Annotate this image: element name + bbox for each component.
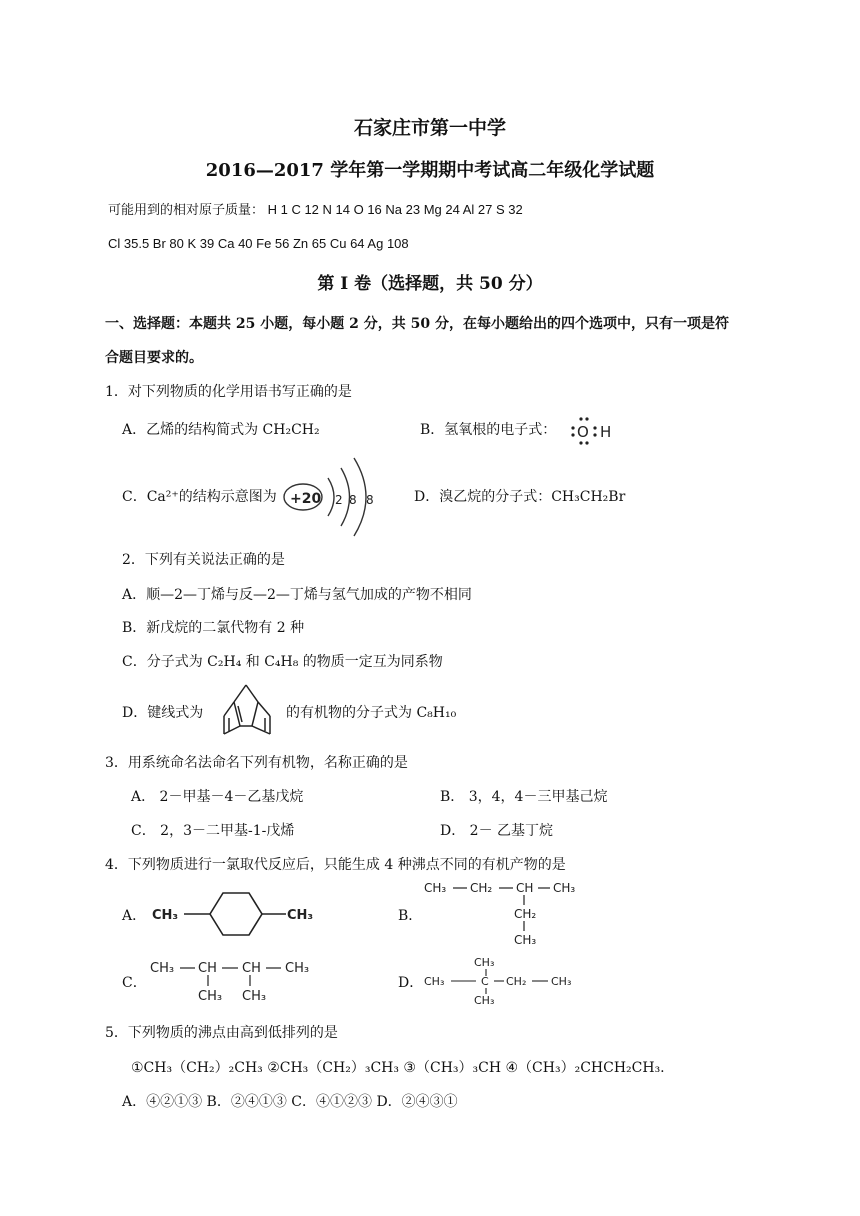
q2-option-a: A．顺—2—丁烯与反—2—丁烯与氢气加成的产物不相同 [122, 587, 472, 603]
q2-option-b: B．新戊烷的二氯代物有 2 种 [122, 620, 305, 636]
q4-option-c-label: C． [122, 975, 147, 991]
svg-text:CH₃: CH₃ [424, 975, 445, 988]
section-instruction-line-1: 一、选择题：本题共 25 小题，每小题 2 分，共 50 分，在每小题给出的四个选项中，只有一项是符 [105, 316, 729, 332]
q4-option-a-label: A． [122, 908, 147, 924]
svg-text:CH₃: CH₃ [474, 956, 495, 969]
hydroxide-electron-dot-image [562, 413, 622, 447]
svg-text:CH₃: CH₃ [198, 989, 223, 1004]
calcium-ion-structure-diagram [282, 456, 392, 542]
q1-option-a: A．乙烯的结构简式为 CH₂CH₂ [122, 422, 320, 438]
q3-stem: 3．用系统命名法命名下列有机物，名称正确的是 [105, 755, 408, 771]
q3-option-b: B． 3，4，4－三甲基己烷 [440, 789, 608, 805]
svg-text:CH₃: CH₃ [551, 975, 572, 988]
option-d-alkane-structure [424, 953, 594, 1009]
svg-text:CH₃: CH₃ [553, 881, 576, 895]
svg-text:CH: CH [516, 881, 534, 895]
ion-shell-2: 8 [349, 493, 357, 507]
q1-option-c: C．Ca²⁺的结构示意图为 [122, 489, 277, 505]
section-title: 第 I 卷（选择题，共 50 分） [317, 274, 543, 294]
q5-compound-list: ①CH₃（CH₂）₂CH₃ ②CH₃（CH₂）₃CH₃ ③（CH₃）₃CH ④（CH₃）₂CHCH₂CH₃. [131, 1060, 665, 1076]
svg-text:CH₃: CH₃ [152, 908, 179, 923]
q2-stem: 2．下列有关说法正确的是 [122, 552, 285, 568]
svg-text:CH₃: CH₃ [514, 933, 537, 947]
bicyclic-skeletal-structure [220, 682, 276, 738]
exam-title: 2016—2017 学年第一学期期中考试高二年级化学试题 [205, 160, 655, 181]
svg-text:H: H [600, 423, 612, 441]
q5-stem: 5．下列物质的沸点由高到低排列的是 [105, 1025, 338, 1041]
school-name: 石家庄市第一中学 [353, 117, 506, 139]
q1-option-b: B．氢氧根的电子式： [420, 422, 557, 438]
q4-option-b-label: B． [398, 908, 423, 924]
atomic-masses-line-1: 可能用到的相对原子质量： H 1 C 12 N 14 O 16 Na 23 Mg 24 Al 27 S 32 [108, 202, 523, 217]
svg-text:CH₂: CH₂ [506, 975, 527, 988]
p-xylene-structure [152, 888, 322, 940]
q1-option-d: D．溴乙烷的分子式：CH₃CH₂Br [414, 489, 626, 505]
atomic-masses-line-2: Cl 35.5 Br 80 K 39 Ca 40 Fe 56 Zn 65 Cu 64 Ag 108 [108, 236, 409, 251]
svg-text:CH₃: CH₃ [287, 908, 314, 923]
svg-text:CH₃: CH₃ [424, 881, 447, 895]
q2-option-c: C．分子式为 C₂H₄ 和 C₄H₈ 的物质一定互为同系物 [122, 654, 443, 670]
ion-shell-3: 8 [366, 493, 374, 507]
q3-option-d: D． 2－ 乙基丁烷 [440, 823, 554, 839]
option-c-alkane-structure [150, 956, 330, 1006]
svg-text:CH₃: CH₃ [285, 961, 310, 976]
q3-option-a: A． 2－甲基－4－乙基戊烷 [131, 789, 304, 805]
svg-text:C: C [481, 975, 489, 988]
q4-option-d-label: D． [398, 975, 424, 991]
q2-option-d-suffix: 的有机物的分子式为 C₈H₁₀ [286, 705, 457, 721]
q2-option-d-prefix: D．键线式为 [122, 705, 204, 721]
svg-text:CH: CH [242, 961, 261, 976]
section-instruction-line-2: 合题目要求的。 [105, 350, 203, 366]
svg-text:CH₂: CH₂ [514, 907, 537, 921]
svg-text:CH₃: CH₃ [242, 989, 267, 1004]
svg-text:CH₃: CH₃ [150, 961, 175, 976]
option-b-alkane-structure [424, 876, 594, 950]
ion-shell-1: 2 [335, 493, 343, 507]
q1-stem: 1．对下列物质的化学用语书写正确的是 [105, 384, 352, 400]
svg-text:CH₃: CH₃ [474, 994, 495, 1007]
svg-text:CH₂: CH₂ [470, 881, 493, 895]
q4-stem: 4．下列物质进行一氯取代反应后，只能生成 4 种沸点不同的有机产物的是 [105, 857, 566, 873]
ion-nucleus-label: +20 [290, 491, 322, 507]
q3-option-c: C． 2，3－二甲基-1-戊烯 [131, 823, 295, 839]
svg-text:O: O [577, 423, 589, 441]
svg-text:CH: CH [198, 961, 217, 976]
q5-options: A．④②①③ B．②④①③ C．④①②③ D．②④③① [122, 1094, 458, 1110]
